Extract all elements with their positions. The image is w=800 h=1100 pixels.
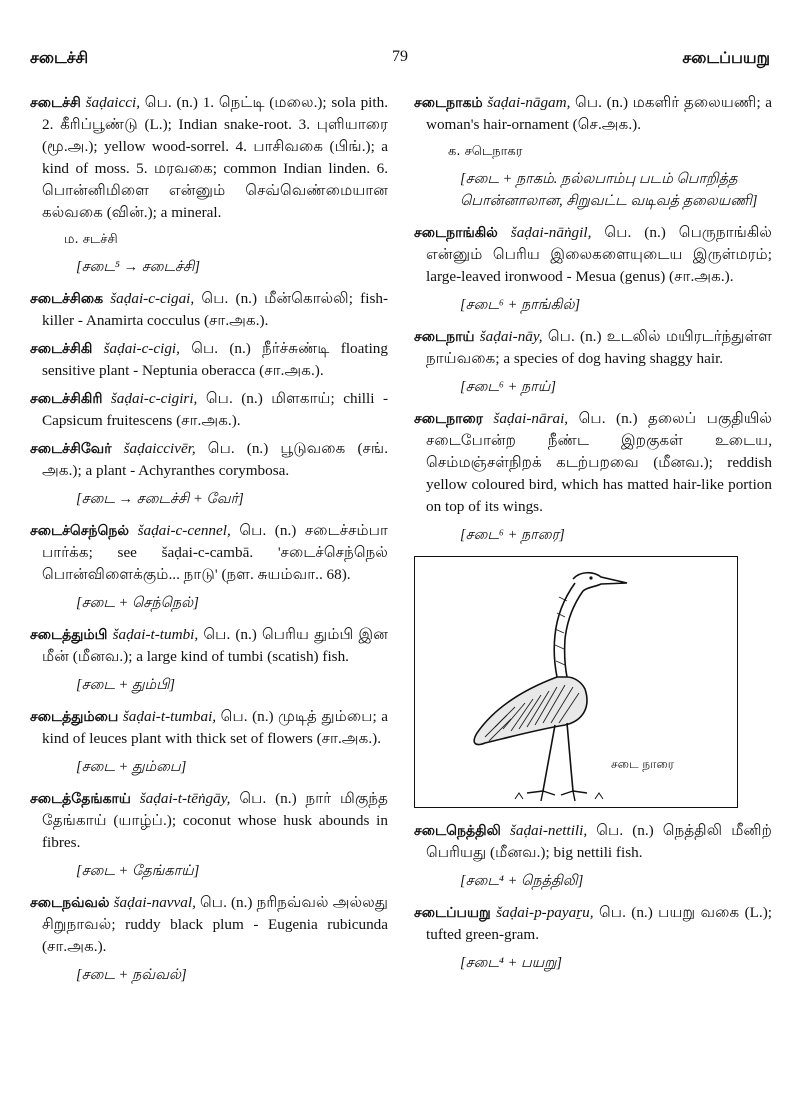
entry-transliteration: šaḍai-c-cigi, — [103, 340, 180, 357]
entry-derivation: [சடை⁴ + நெத்திலி] — [460, 873, 584, 889]
entry-headword: சடைத்தும்பி — [30, 627, 108, 643]
dictionary-entry — [30, 624, 388, 668]
figure-caption: சடை நாரை — [611, 757, 674, 771]
entry-transliteration: šaḍai-t-tēṅgāy, — [139, 790, 231, 807]
crane-drawing — [415, 557, 737, 807]
dictionary-entry — [414, 408, 772, 518]
entry-derivation: [சடை⁴ + பயறு] — [460, 955, 562, 971]
entry-headword: சடைநாய் — [414, 329, 475, 345]
entry-derivation: [சடை⁶ + நாரை] — [460, 527, 565, 543]
entry-definition: பெ. (n.) நீர்ச்சுண்டி floating sensitive plant - Neptunia oberacca (சா.அக.). — [42, 340, 388, 379]
entry-headword: சடைநவ்வல் — [30, 895, 110, 911]
entry-definition: பெ. (n.) நெத்திலி மீனிற் பெரியது (மீனவ.); big nettili fish. — [426, 822, 773, 861]
left-column — [30, 92, 388, 996]
right-column — [414, 92, 772, 984]
dictionary-entry — [414, 326, 772, 370]
entry-transliteration: šaḍai-nāgam, — [487, 94, 571, 111]
entry-definition: பெ. (n.) பெரிய தும்பி இன மீன் (மீனவ.); a large kind of tumbi (scatish) fish. — [42, 626, 389, 665]
entry-definition: பெ. (n.) மகளிர் தலையணி; a woman's hair-ornament (செ.அக.). — [426, 94, 773, 133]
entry-definition: பெ. (n.) நரிநவ்வல் அல்லது சிறுநாவல்; ruddy black plum - Eugenia rubicunda (சா.அக.). — [42, 894, 389, 955]
dictionary-entry — [414, 222, 772, 288]
header-right-guideword: சடைப்பயறு — [682, 48, 770, 67]
page-header — [30, 48, 770, 76]
entry-cognate: க. சடெநாகர — [448, 144, 523, 159]
right-column-bottom-entries — [414, 820, 772, 974]
dictionary-entry — [30, 788, 388, 854]
entry-transliteration: šaḍai-nettili, — [509, 822, 588, 839]
entry-cognate: ம. சடச்சி — [64, 232, 118, 247]
dictionary-entry — [414, 902, 772, 946]
entry-definition: பெ. (n.) சடைச்சம்பா பார்க்க; see šaḍai-c-cambā. 'சடைச்செந்நெல் பொன்விளைக்கும்... நாடு' (நள. சுயம்வா.. 68). — [42, 522, 388, 583]
entry-headword: சடைநாகம் — [414, 95, 483, 111]
entry-definition: பெ. (n.) 1. நெட்டி (மலை.); sola pith. 2. கீரிப்பூண்டு (L.); Indian snake-root. 3. புளியாரை (மூ.அ.); yellow wood-sorrel. 4. பாசிவகை (பிங்.); a kind of moss. 5. மரவகை; common Indian linden. 6. பொன்னிமிளை என்னும் செவ்வெண்மையான கல்வகை (வின்.); a mineral. — [42, 94, 389, 221]
dictionary-entry — [30, 288, 388, 332]
dictionary-entry — [30, 338, 388, 382]
dictionary-entry — [414, 820, 772, 864]
entry-transliteration: šaḍaicci, — [85, 94, 141, 111]
entry-definition: பெ. (n.) நார் மிகுந்த தேங்காய் (யாழ்ப்.); coconut whose husk abounds in fibres. — [42, 790, 389, 851]
bird-illustration — [414, 556, 738, 808]
entry-definition: பெ. (n.) பயறு வகை (L.); tufted green-gram. — [426, 904, 773, 943]
entry-derivation: [சடை → சடைச்சி + வேர்] — [76, 491, 244, 507]
dictionary-entry — [414, 92, 772, 136]
dictionary-entry — [30, 892, 388, 958]
entry-headword: சடைநாரை — [414, 411, 483, 427]
entry-derivation: [சடை + செந்நெல்] — [76, 595, 199, 611]
entry-derivation: [சடை + நவ்வல்] — [76, 967, 187, 983]
dictionary-entry — [30, 438, 388, 482]
entry-derivation: [சடை + தும்பை] — [76, 759, 187, 775]
entry-derivation: [சடை⁵ → சடைச்சி] — [76, 259, 201, 275]
entry-transliteration: šaḍaiccivēr, — [123, 440, 196, 457]
entry-definition: பெ. (n.) மீன்கொல்லி; fish-killer - Anamirta cocculus (சா.அக.). — [42, 290, 389, 329]
header-left-guideword: சடைச்சி — [30, 48, 89, 67]
entry-definition: பெ. (n.) பெருநாங்கில் என்னும் பெரிய இலைகளையுடைய இருள்மரம்; large-leaved ironwood - Mesua (genus) (சா.அக.). — [426, 224, 773, 285]
entry-definition: பெ. (n.) உடலில் மயிரடர்ந்துள்ள நாய்வகை; a species of dog having shaggy hair. — [426, 328, 772, 367]
entry-transliteration: šaḍai-nārai, — [493, 410, 569, 427]
dictionary-entry — [30, 92, 388, 224]
entry-transliteration: šaḍai-c-cennel, — [137, 522, 231, 539]
entry-derivation: [சடை⁶ + நாய்] — [460, 379, 556, 395]
entry-headword: சடைச்சிகி — [30, 341, 93, 357]
right-column-top-entries — [414, 92, 772, 546]
entry-definition: பெ. (n.) மிளகாய்; chilli - Capsicum fruitescens (சா.அக.). — [42, 390, 389, 429]
entry-derivation: [சடை + நாகம். நல்லபாம்பு படம் பொறித்த பொன்னாலான, சிறுவட்ட வடிவத் தலையணி] — [460, 171, 758, 209]
entry-definition: பெ. (n.) தலைப் பகுதியில் சடைபோன்ற நீண்ட இறகுகள் உடைய, செம்மஞ்சள்நிறக் கடற்பறவை (மீனவ.); reddish yellow coloured bird, which has matted hair-like portion on top of its wings. — [426, 410, 773, 515]
dictionary-entry — [30, 388, 388, 432]
entry-headword: சடைநாங்கில் — [414, 225, 498, 241]
entry-derivation: [சடை⁶ + நாங்கில்] — [460, 297, 581, 313]
entry-transliteration: šaḍai-nāṅgil, — [510, 224, 592, 241]
entry-headword: சடைச்சி — [30, 95, 81, 111]
entry-headword: சடைத்தும்பை — [30, 709, 119, 725]
entry-transliteration: šaḍai-navval, — [113, 894, 196, 911]
entry-headword: சடைச்சிகை — [30, 291, 104, 307]
dictionary-entry — [30, 706, 388, 750]
entry-derivation: [சடை + தேங்காய்] — [76, 863, 200, 879]
entry-headword: சடைச்செந்நெல் — [30, 523, 130, 539]
dictionary-entry — [30, 520, 388, 586]
entry-transliteration: šaḍai-t-tumbai, — [122, 708, 217, 725]
entry-definition: பெ. (n.) முடித் தும்பை; a kind of leuces plant with thick set of flowers (சா.அக.). — [42, 708, 389, 747]
entry-headword: சடைச்சிகிரி — [30, 391, 103, 407]
entry-headword: சடைத்தேங்காய் — [30, 791, 131, 807]
entry-derivation: [சடை + தும்பி] — [76, 677, 176, 693]
entry-transliteration: šaḍai-nāy, — [479, 328, 543, 345]
entry-transliteration: šaḍai-p-payaṟu, — [496, 904, 594, 921]
entry-transliteration: šaḍai-c-cigai, — [110, 290, 195, 307]
entry-headword: சடைப்பயறு — [414, 905, 491, 921]
entry-headword: சடைநெத்திலி — [414, 823, 501, 839]
entry-headword: சடைச்சிவேர் — [30, 441, 112, 457]
page-number: 79 — [392, 48, 408, 65]
entry-transliteration: šaḍai-c-cigiri, — [110, 390, 198, 407]
entry-transliteration: šaḍai-t-tumbi, — [112, 626, 199, 643]
entry-definition: பெ. (n.) பூடுவகை (சங். அக.); a plant - Achyranthes corymbosa. — [42, 440, 389, 479]
